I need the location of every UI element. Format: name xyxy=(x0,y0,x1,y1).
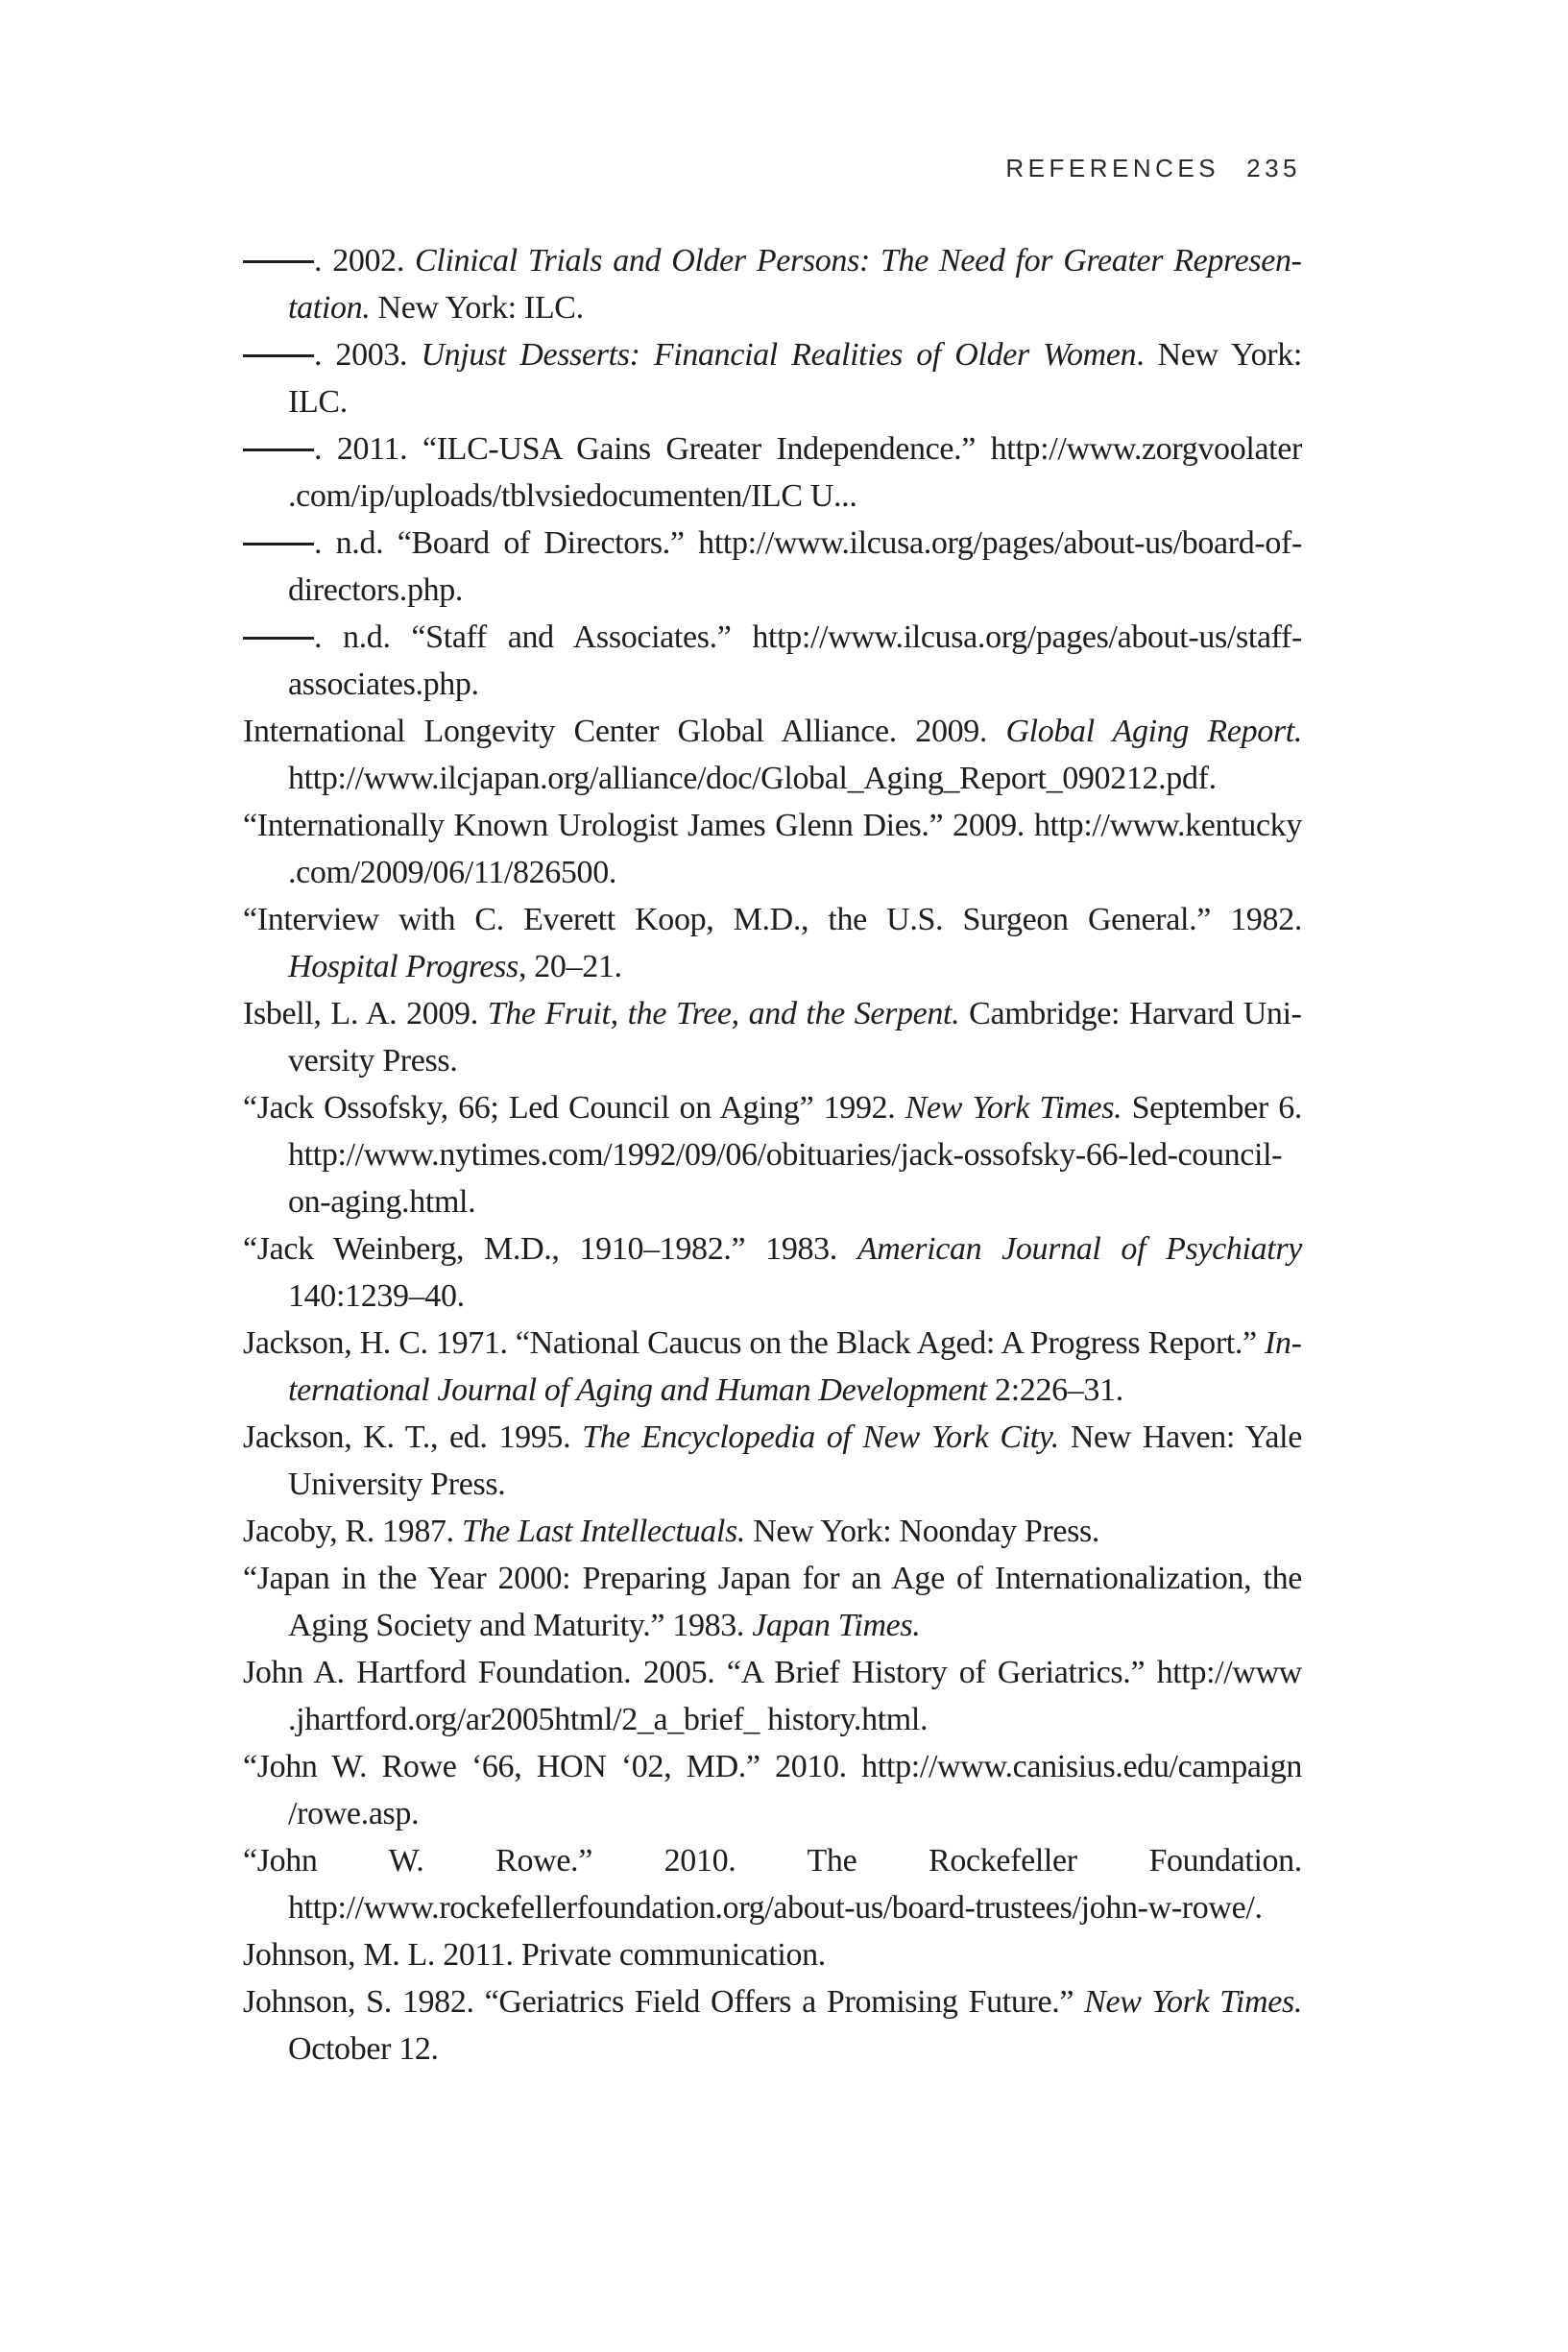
text-segment: “Jack Ossofsky, 66; Led Council on Aging” 1992. xyxy=(243,1090,905,1126)
italic-title-segment: New York Times. xyxy=(905,1090,1122,1126)
italic-title-segment: The Encyclopedia of New York City. xyxy=(582,1419,1059,1455)
text-segment: New York: ILC. xyxy=(370,290,584,326)
text-segment: “Interview with C. Everett Koop, M.D., the U.S. Surgeon General.” 1982. xyxy=(243,902,1302,937)
italic-title-segment: The Last Intellectuals. xyxy=(461,1514,746,1549)
reference-entry xyxy=(243,990,1302,1084)
italic-title-segment: Japan Times. xyxy=(752,1608,921,1643)
text-segment: Jacoby, R. 1987. xyxy=(243,1514,462,1549)
text-segment: Jackson, K. T., ed. 1995. xyxy=(243,1419,583,1455)
reference-entry xyxy=(243,802,1302,896)
italic-title-segment: New York Times. xyxy=(1084,1984,1302,2020)
reference-entry xyxy=(243,1743,1302,1837)
text-segment: “Internationally Known Urologist James Glenn Dies.” 2009. http://www.kentucky​.com/2009/06/11/826500. xyxy=(243,808,1302,890)
italic-title-segment: The Fruit, the Tree, and the Serpent. xyxy=(487,996,960,1031)
text-segment: Cambridge: Harvard University Press. xyxy=(288,996,1302,1079)
reference-entry xyxy=(243,1931,1302,1978)
page-number: 235 xyxy=(1246,154,1301,182)
text-segment: Johnson, M. L. 2011. Private communication. xyxy=(243,1937,826,1973)
text-segment: . 2003. xyxy=(314,337,422,373)
text-segment: . n.d. “Board of Directors.” http://www.ilcusa.org/pages/about-us/board-of​-directors.php. xyxy=(288,525,1302,608)
reference-entry xyxy=(243,1508,1302,1555)
text-segment: “Japan in the Year 2000: Preparing Japan for an Age of Internationalization, the Aging Society and Maturity.” 1983. xyxy=(243,1561,1302,1643)
reference-entry xyxy=(243,237,1302,331)
text-segment: . 2011. “ILC-USA Gains Greater Independence.” http://www.zorgvoolater​.com/ip/uploads/tblvsiedocumenten/ILC U... xyxy=(288,431,1302,514)
text-segment: “John W. Rowe.” 2010. The Rockefeller Foundation. http://www.rockefellerfounda​tion.org/about-us/board-trustees/john-w-rowe/. xyxy=(243,1843,1302,1926)
text-segment: International Longevity Center Global Alliance. 2009. xyxy=(243,714,1006,749)
reference-entry xyxy=(243,1084,1302,1225)
reference-entry xyxy=(243,1555,1302,1649)
running-head-title: REFERENCES xyxy=(1005,154,1220,182)
italic-title-segment: Unjust Desserts: Financial Realities of Older Women xyxy=(421,337,1137,373)
text-segment: 2:226–31. xyxy=(986,1372,1123,1408)
reference-entry xyxy=(243,614,1302,708)
three-em-dash xyxy=(243,354,314,357)
reference-entry xyxy=(243,331,1302,425)
reference-entry xyxy=(243,520,1302,614)
text-segment: . New York: ILC. xyxy=(288,337,1302,420)
italic-title-segment: Clinical Trials and Older Persons: The Need for Greater Representation. xyxy=(288,243,1302,326)
text-segment: Jackson, H. C. 1971. “National Caucus on the Black Aged: A Progress Report.” xyxy=(243,1325,1266,1361)
reference-entry xyxy=(243,896,1302,990)
text-segment: Johnson, S. 1982. “Geriatrics Field Offers a Promising Future.” xyxy=(243,1984,1085,2020)
italic-title-segment: American Journal of Psychiatry xyxy=(856,1231,1302,1267)
italic-title-segment: Global Aging Report. xyxy=(1005,714,1302,749)
three-em-dash xyxy=(243,637,314,640)
reference-entry xyxy=(243,1978,1302,2073)
three-em-dash xyxy=(243,543,314,546)
text-segment: Isbell, L. A. 2009. xyxy=(243,996,488,1031)
reference-entry xyxy=(243,1225,1302,1320)
text-segment: , 20–21. xyxy=(518,949,622,984)
reference-entry xyxy=(243,425,1302,520)
text-segment: “John W. Rowe ‘66, HON ‘02, MD.” 2010. http://www.canisius.edu/campaign​/rowe.asp. xyxy=(243,1749,1302,1831)
reference-entry xyxy=(243,1414,1302,1508)
text-segment: September 6. http://www.nytimes.com/1992/09/06/obituaries/jack-ossofsky-66-led-council​-on-aging.html. xyxy=(288,1090,1302,1220)
references-list xyxy=(243,237,1302,2073)
running-head xyxy=(1005,154,1301,183)
italic-title-segment: International Journal of Aging and Human Development xyxy=(288,1325,1302,1408)
reference-entry xyxy=(243,1320,1302,1414)
text-segment: October 12. xyxy=(288,2031,439,2067)
three-em-dash xyxy=(243,449,314,451)
reference-entry xyxy=(243,1837,1302,1931)
text-segment: . 2002. xyxy=(314,243,416,279)
three-em-dash xyxy=(243,260,314,263)
text-segment: New York: Noonday Press. xyxy=(745,1514,1100,1549)
text-segment: http://www.ilcjapan.org/alliance/doc/Global_Aging_Report_090212.pdf. xyxy=(288,761,1217,796)
reference-entry xyxy=(243,708,1302,802)
text-segment: John A. Hartford Foundation. 2005. “A Brief History of Geriatrics.” http://www​.jhartford.org/ar2005html/2_a_brief_ history.html. xyxy=(243,1655,1302,1737)
text-segment: 140:1239–40. xyxy=(288,1278,465,1314)
italic-title-segment: Hospital Progress xyxy=(288,949,519,984)
reference-entry xyxy=(243,1649,1302,1743)
text-segment: New Haven: Yale University Press. xyxy=(288,1419,1302,1502)
text-segment: . n.d. “Staff and Associates.” http://www.ilcusa.org/pages/about-us/staff-​associates.php. xyxy=(288,619,1302,702)
text-segment: “Jack Weinberg, M.D., 1910–1982.” 1983. xyxy=(243,1231,857,1267)
